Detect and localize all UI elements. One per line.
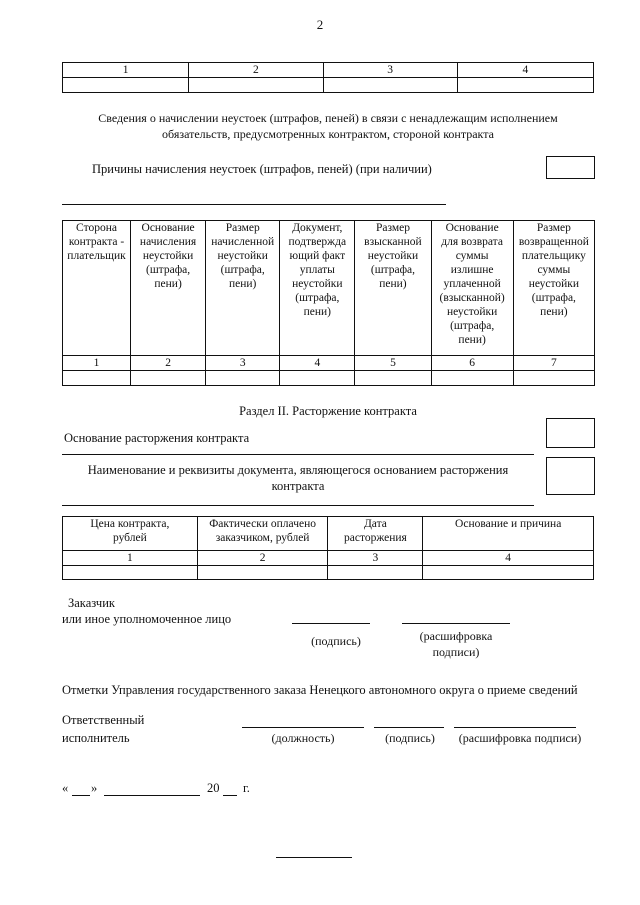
penalties-header-cell (63, 221, 131, 356)
header-line: контракта - (68, 236, 125, 248)
header-line: Основание и причина (455, 518, 562, 530)
table-cell (63, 566, 198, 580)
top-table-cell (323, 78, 457, 93)
header-line: начисленной (211, 236, 275, 248)
customer-label: Заказчик (68, 596, 115, 610)
penalties-title-line: Сведения о начислении неустоек (штрафов, пеней) в связи с ненадлежащим исполнением (98, 111, 558, 125)
header-line: (штрафа, (295, 292, 340, 304)
date-month-line (104, 795, 200, 796)
date-day-line (72, 795, 90, 796)
date-close-quote: » (91, 781, 98, 795)
header-line: расторжения (343, 532, 407, 544)
header-line: (взысканной) (439, 292, 505, 304)
header-line: (штрафа, (531, 292, 576, 304)
header-line: заказчиком, рублей (215, 532, 310, 544)
header-line: Размер (225, 222, 260, 234)
header-line: пени) (154, 278, 182, 290)
termination-doc-line: Наименование и реквизиты документа, являющегося основанием расторжения (87, 463, 509, 477)
marks-title: Отметки Управления государственного заказа Ненецкого автономного округа о приеме сведений (62, 683, 578, 697)
customer-decode-caption (396, 628, 516, 660)
responsible-label: Ответственный (62, 713, 145, 727)
table-cell (355, 371, 431, 386)
header-line: Дата (363, 518, 387, 530)
column-number: 3 (206, 356, 280, 371)
column-number: 3 (328, 551, 423, 566)
table-cell (431, 371, 513, 386)
column-number: 4 (280, 356, 355, 371)
header-line: суммы (455, 250, 489, 262)
header-line: Размер (536, 222, 571, 234)
reasons-underline (62, 204, 446, 205)
termination-header-cell (197, 517, 328, 551)
top-table-cell (189, 78, 323, 93)
customer-label-2: или иное уполномоченное лицо (62, 612, 232, 626)
header-line: Фактически оплачено (209, 518, 316, 530)
termination-doc-line: контракта (271, 479, 325, 493)
header-line: (штрафа, (370, 264, 416, 276)
termination-header-cell (328, 517, 423, 551)
header-line: пени) (228, 278, 257, 290)
table-cell (63, 371, 131, 386)
column-number: 6 (431, 356, 513, 371)
responsible-decode-line (454, 727, 576, 728)
header-line: Цена контракта, (90, 518, 170, 530)
termination-basis-underline (62, 454, 534, 455)
penalties-header-cell (280, 221, 355, 356)
footer-separator (276, 857, 352, 858)
table-cell (280, 371, 355, 386)
top-table-cell (63, 78, 189, 93)
penalties-header-cell (206, 221, 280, 356)
table-cell (131, 371, 206, 386)
header-line: неустойки (142, 250, 194, 262)
position-caption: (должность) (271, 731, 335, 745)
penalties-header-cell (431, 221, 513, 356)
header-line: Сторона (76, 222, 117, 234)
termination-basis-label: Основание расторжения контракта (64, 431, 250, 445)
header-line: излишне (450, 264, 494, 276)
header-line: плательщику (521, 250, 586, 262)
position-line (242, 727, 364, 728)
column-number: 4 (423, 551, 594, 566)
penalties-header-cell (513, 221, 594, 356)
responsible-signature-line (374, 727, 444, 728)
header-line: для возврата (441, 236, 503, 248)
date-open-quote: « (62, 781, 69, 795)
header-line: ющий факт (289, 250, 346, 262)
table-cell (423, 566, 594, 580)
header-line: Размер (375, 222, 410, 234)
decode-line: (расшифровка (419, 629, 493, 643)
header-line: Основание (141, 222, 195, 234)
column-number: 1 (63, 356, 131, 371)
header-line: неустойки (217, 250, 268, 262)
header-line: возвращенной (518, 236, 589, 248)
header-line: рублей (112, 532, 147, 544)
reasons-code-box (546, 156, 595, 179)
table-cell (197, 566, 328, 580)
termination-header-cell (63, 517, 198, 551)
termination-header-cell (423, 517, 594, 551)
reasons-label: Причины начисления неустоек (штрафов, пеней) (при наличии) (92, 162, 432, 176)
header-line: суммы (537, 264, 571, 276)
column-number: 7 (513, 356, 594, 371)
top-table-header: 4 (457, 63, 593, 78)
header-line: пени) (303, 306, 332, 318)
penalties-table (62, 220, 595, 386)
termination-doc-box (546, 457, 595, 495)
header-line: неустойки (446, 306, 498, 318)
top-table-header: 1 (63, 63, 189, 78)
customer-signature-caption: (подпись) (311, 634, 361, 648)
termination-table (62, 516, 594, 580)
header-line: взысканной (364, 236, 422, 248)
decode-line: подписи) (432, 645, 480, 659)
responsible-signature-caption: (подпись) (385, 731, 435, 745)
column-number: 1 (63, 551, 198, 566)
responsible-label-2: исполнитель (62, 731, 130, 745)
penalties-header-cell (131, 221, 206, 356)
top-table-header: 2 (189, 63, 323, 78)
header-line: Документ, (292, 222, 343, 234)
header-line: начисления (139, 236, 197, 248)
header-line: неустойки (367, 250, 419, 262)
top-table-header: 3 (323, 63, 457, 78)
header-line: пени) (540, 306, 568, 318)
table-cell (513, 371, 594, 386)
date-year-suffix: г. (243, 781, 250, 795)
table-cell (206, 371, 280, 386)
section2-title: Раздел II. Расторжение контракта (239, 404, 417, 418)
header-line: неустойки (528, 278, 580, 290)
date-year-prefix: 20 (207, 781, 220, 795)
customer-signature-line (292, 623, 370, 624)
header-line: (штрафа, (220, 264, 265, 276)
header-line: Основание (445, 222, 499, 234)
column-number: 5 (355, 356, 431, 371)
header-line: уплаты (299, 264, 335, 276)
penalties-header-cell (355, 221, 431, 356)
date-year-line (223, 795, 237, 796)
table-cell (328, 566, 423, 580)
header-line: уплаченной (443, 278, 501, 290)
header-line: пени) (379, 278, 407, 290)
penalties-title-line: обязательств, предусмотренных контрактом, стороной контракта (162, 127, 494, 141)
termination-basis-box (546, 418, 595, 448)
header-line: (штрафа, (146, 264, 191, 276)
page-number: 2 (316, 17, 324, 32)
penalties-title (60, 110, 596, 142)
termination-doc-underline (62, 505, 534, 506)
responsible-decode-caption: (расшифровка подписи) (458, 731, 582, 745)
termination-doc-label (62, 462, 534, 494)
header-line: неустойки (292, 278, 343, 290)
column-number: 2 (197, 551, 328, 566)
header-line: (штрафа, (450, 320, 495, 332)
top-table (62, 62, 594, 93)
header-line: плательщик (67, 250, 126, 262)
header-line: подтвержда (288, 236, 347, 248)
top-table-cell (457, 78, 593, 93)
header-line: пени) (458, 334, 486, 346)
customer-decode-line (402, 623, 510, 624)
column-number: 2 (131, 356, 206, 371)
